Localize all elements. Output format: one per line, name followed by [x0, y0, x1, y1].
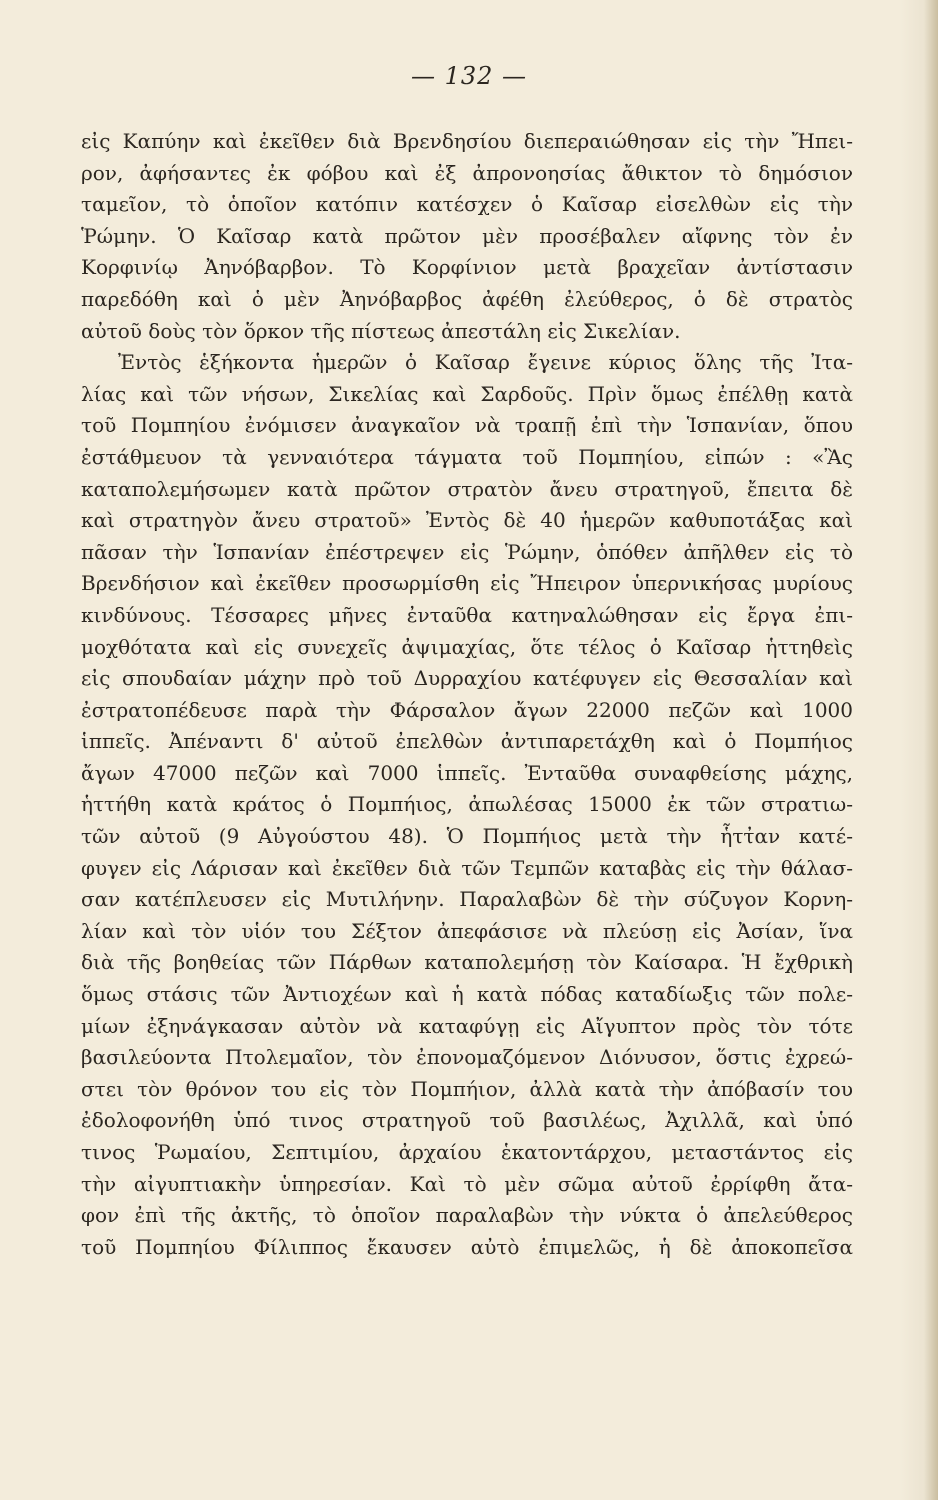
text-line: Κορφινίῳ Ἀηνόβαρβον. Τὸ Κορφίνιον μετὰ βραχεῖαν ἀντίστασιν [81, 255, 853, 280]
text-line: ἐδολοφονήθη ὑπό τινος στρατηγοῦ τοῦ βασιλέως, Ἀχιλλᾶ, καὶ ὑπό [81, 1108, 853, 1133]
text-line: ἐστάθμευον τὰ γενναιότερα τάγματα τοῦ Πομπηίου, εἰπών : «Ἂς [81, 444, 853, 469]
text-line: τινος Ῥωμαίου, Σεπτιμίου, ἀρχαίου ἑκατοντάρχου, μεταστάντος εἰς [81, 1140, 853, 1164]
text-line: τὴν αἰγυπτιακὴν ὑπηρεσίαν. Καὶ τὸ μὲν σῶμα αὐτοῦ ἐρρίφθη ἄτα- [81, 1171, 853, 1196]
text-line: μοχθότατα καὶ εἰς συνεχεῖς ἀψιμαχίας, ὅτε τέλος ὁ Καῖσαρ ἡττηθεὶς [81, 634, 853, 659]
text-line: βασιλεύοντα Πτολεμαῖον, τὸν ἐπονομαζόμενον Διόνυσον, ὅστις ἐχρεώ- [81, 1045, 853, 1070]
text-line: παρεδόθη καὶ ὁ μὲν Ἀηνόβαρβος ἀφέθη ἐλεύθερος, ὁ δὲ στρατὸς [81, 286, 853, 311]
text-line: στει τὸν θρόνον του εἰς τὸν Πομπήιον, ἀλλὰ κατὰ τὴν ἀπόβασίν του [81, 1076, 853, 1101]
text-line: κινδύνους. Τέσσαρες μῆνες ἐνταῦθα κατηναλώθησαν εἰς ἔργα ἐπι- [81, 602, 853, 627]
text-line: ἡττήθη κατὰ κράτος ὁ Πομπήιος, ἀπωλέσας 15000 ἐκ τῶν στρατιω- [81, 792, 853, 817]
body-text [81, 126, 853, 1263]
text-line: ρον, ἀφήσαντες ἐκ φόβου καὶ ἐξ ἀπρονοησίας ἄθικτον τὸ δημόσιον [81, 160, 853, 185]
text-line: Ἐντὸς ἑξήκοντα ἡμερῶν ὁ Καῖσαρ ἔγεινε κύριος ὅλης τῆς Ἰτα- [118, 350, 853, 375]
text-line: ὅμως στάσις τῶν Ἀντιοχέων καὶ ἡ κατὰ πόδας καταδίωξις τῶν πολε- [81, 982, 853, 1007]
text-line: ταμεῖον, τὸ ὁποῖον κατόπιν κατέσχεν ὁ Καῖσαρ εἰσελθὼν εἰς τὴν [81, 192, 853, 217]
text-line: αὐτοῦ δοὺς τὸν ὅρκον τῆς πίστεως ἀπεστάλη εἰς Σικελίαν. [81, 318, 681, 343]
text-line: καταπολεμήσωμεν κατὰ πρῶτον στρατὸν ἄνευ στρατηγοῦ, ἔπειτα δὲ [81, 476, 853, 501]
text-line: λίας καὶ τῶν νήσων, Σικελίας καὶ Σαρδοῦς. Πρὶν ὅμως ἐπέλθῃ κατὰ [81, 381, 853, 406]
page-edge [924, 0, 938, 1500]
text-line: φυγεν εἰς Λάρισαν καὶ ἐκεῖθεν διὰ τῶν Τεμπῶν καταβὰς εἰς τὴν θάλασ- [81, 855, 853, 880]
text-line: Βρενδήσιον καὶ ἐκεῖθεν προσωρμίσθη εἰς Ἤπειρον ὑπερνικήσας μυρίους [81, 571, 853, 596]
text-line: φον ἐπὶ τῆς ἀκτῆς, τὸ ὁποῖον παραλαβὼν τὴν νύκτα ὁ ἀπελεύθερος [81, 1203, 853, 1228]
text-line: Ῥώμην. Ὁ Καῖσαρ κατὰ πρῶτον μὲν προσέβαλεν αἴφνης τὸν ἐν [81, 223, 853, 248]
text-line: τοῦ Πομπηίου Φίλιππος ἔκαυσεν αὐτὸ ἐπιμελῶς, ἡ δὲ ἀποκοπεῖσα [81, 1234, 853, 1259]
page-number: — 132 — [410, 62, 528, 90]
text-line: τοῦ Πομπηίου ἐνόμισεν ἀναγκαῖον νὰ τραπῇ ἐπὶ τὴν Ἱσπανίαν, ὅπου [81, 413, 853, 438]
text-line: καὶ στρατηγὸν ἄνευ στρατοῦ» Ἐντὸς δὲ 40 ἡμερῶν καθυποτάξας καὶ [81, 508, 853, 533]
text-line: ἐστρατοπέδευσε παρὰ τὴν Φάρσαλον ἄγων 22000 πεζῶν καὶ 1000 [81, 697, 853, 722]
text-line: εἰς Καπύην καὶ ἐκεῖθεν διὰ Βρενδησίου διεπεραιώθησαν εἰς τὴν Ἤπει- [81, 129, 853, 153]
text-line: λίαν καὶ τὸν υἱόν του Σέξτον ἀπεφάσισε νὰ πλεύσῃ εἰς Ἀσίαν, ἵνα [81, 918, 853, 943]
text-line: διὰ τῆς βοηθείας τῶν Πάρθων καταπολεμήσῃ τὸν Καίσαρα. Ἡ ἔχθρικὴ [81, 950, 853, 975]
text-line: μίων ἐξηνάγκασαν αὐτὸν νὰ καταφύγῃ εἰς Αἴγυπτον πρὸς τὸν τότε [81, 1013, 853, 1038]
text-line: εἰς σπουδαίαν μάχην πρὸ τοῦ Δυρραχίου κατέφυγεν εἰς Θεσσαλίαν καὶ [81, 666, 853, 691]
text-line: πᾶσαν τὴν Ἱσπανίαν ἐπέστρεψεν εἰς Ῥώμην, ὁπόθεν ἀπῆλθεν εἰς τὸ [81, 539, 853, 564]
text-line: ἱππεῖς. Ἀπέναντι δ' αὐτοῦ ἐπελθὼν ἀντιπαρετάχθη καὶ ὁ Πομπήιος [81, 729, 853, 754]
text-line: σαν κατέπλευσεν εἰς Μυτιλήνην. Παραλαβὼν δὲ τὴν σύζυγον Κορνη- [81, 887, 853, 912]
text-line: τῶν αὐτοῦ (9 Αὐγούστου 48). Ὁ Πομπήιος μετὰ τὴν ἧττ̓αν κατέ- [81, 824, 853, 849]
text-line: ἄγων 47000 πεζῶν καὶ 7000 ἱππεῖς. Ἐνταῦθα συναφθείσης μάχης, [81, 760, 853, 785]
